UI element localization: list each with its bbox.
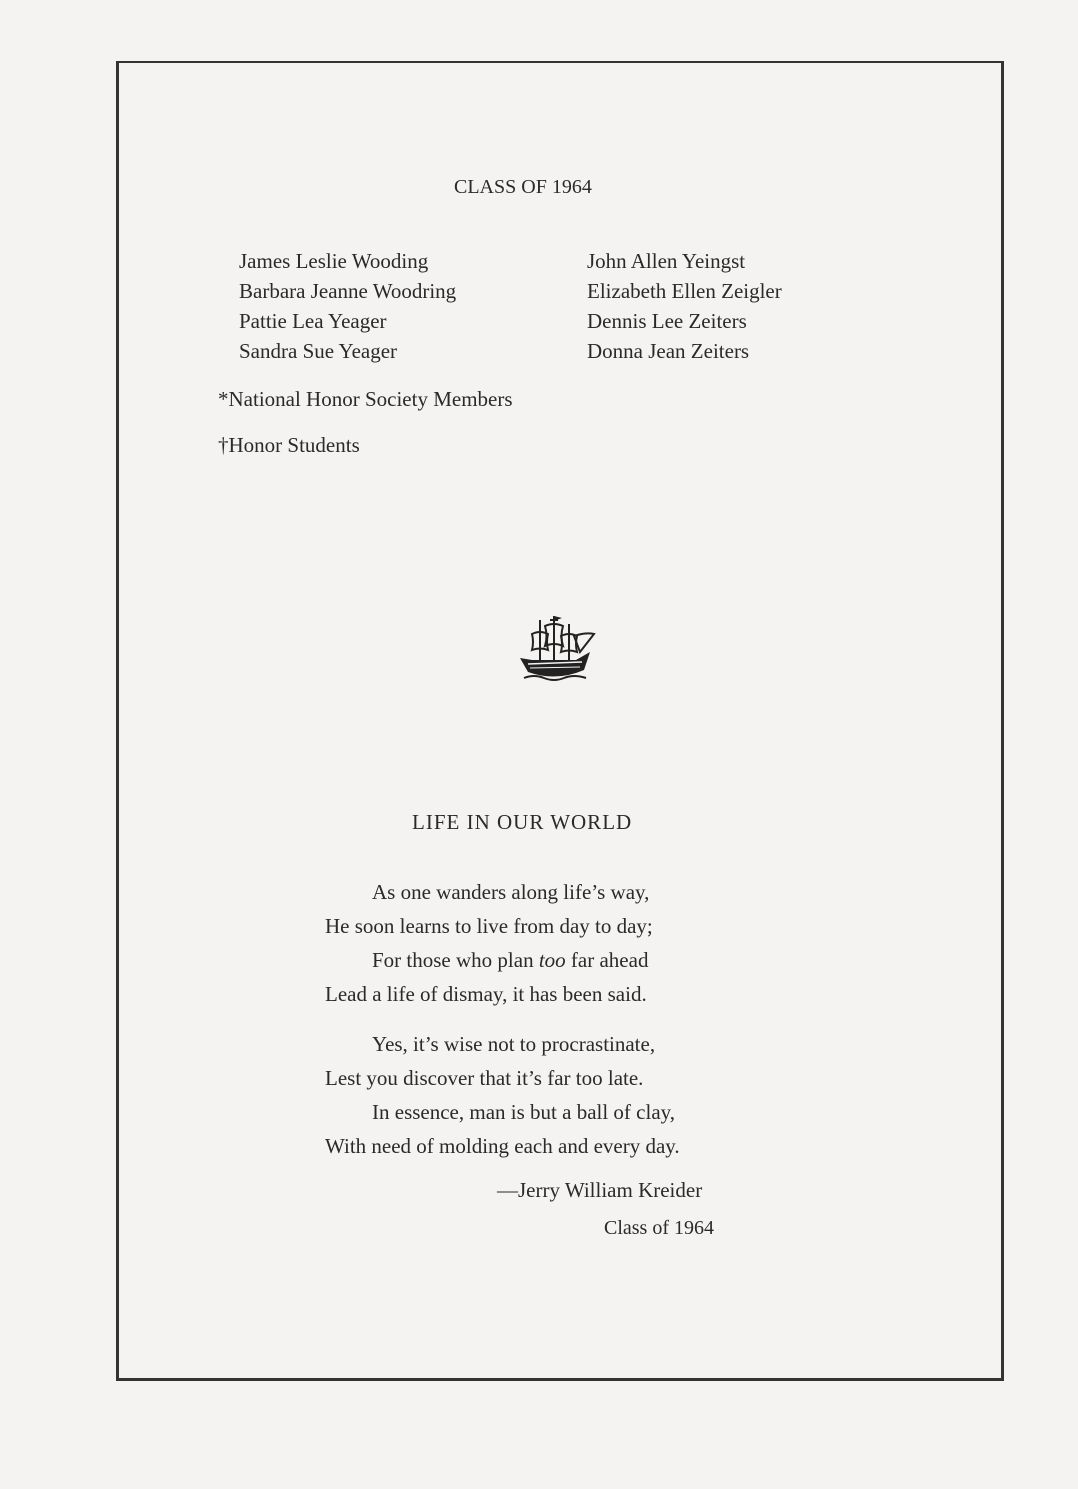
honor-footnote: †Honor Students xyxy=(218,433,360,457)
class-heading: CLASS OF 1964 xyxy=(454,176,592,198)
poem-line-italic: too xyxy=(538,948,566,972)
poem-line: As one wanders along life’s way, xyxy=(372,880,650,904)
student-name: Dennis Lee Zeiters xyxy=(587,309,747,333)
nhs-footnote: *National Honor Society Members xyxy=(218,387,513,411)
poem-line: Lead a life of dismay, it has been said. xyxy=(325,982,647,1006)
student-name: Pattie Lea Yeager xyxy=(239,309,387,333)
poem-stanza-2 xyxy=(325,1027,680,1163)
student-name: Elizabeth Ellen Zeigler xyxy=(587,279,782,303)
poem-title: LIFE IN OUR WORLD xyxy=(412,810,633,834)
poem-stanza-1 xyxy=(325,875,653,1011)
names-left-column xyxy=(239,246,456,366)
student-name: John Allen Yeingst xyxy=(587,249,746,273)
ship-icon xyxy=(514,612,598,690)
poem-line: In essence, man is but a ball of clay, xyxy=(372,1100,676,1124)
author-class-year: Class of 1964 xyxy=(604,1217,714,1239)
poem-line: Yes, it’s wise not to procrastinate, xyxy=(372,1032,656,1056)
poem-line: With need of molding each and every day. xyxy=(325,1134,680,1158)
student-name: Donna Jean Zeiters xyxy=(587,339,750,363)
poem-line: Lest you discover that it’s far too late. xyxy=(325,1066,644,1090)
student-name: James Leslie Wooding xyxy=(239,249,429,273)
names-right-column xyxy=(587,246,782,366)
student-name: Sandra Sue Yeager xyxy=(239,339,398,363)
poem-line-part: far ahead xyxy=(565,948,649,972)
poem-author: —Jerry William Kreider xyxy=(497,1178,703,1202)
poem-line xyxy=(325,943,653,977)
student-name: Barbara Jeanne Woodring xyxy=(239,279,457,303)
poem-line-part: For those who plan xyxy=(372,948,539,972)
poem-line: He soon learns to live from day to day; xyxy=(325,914,653,938)
